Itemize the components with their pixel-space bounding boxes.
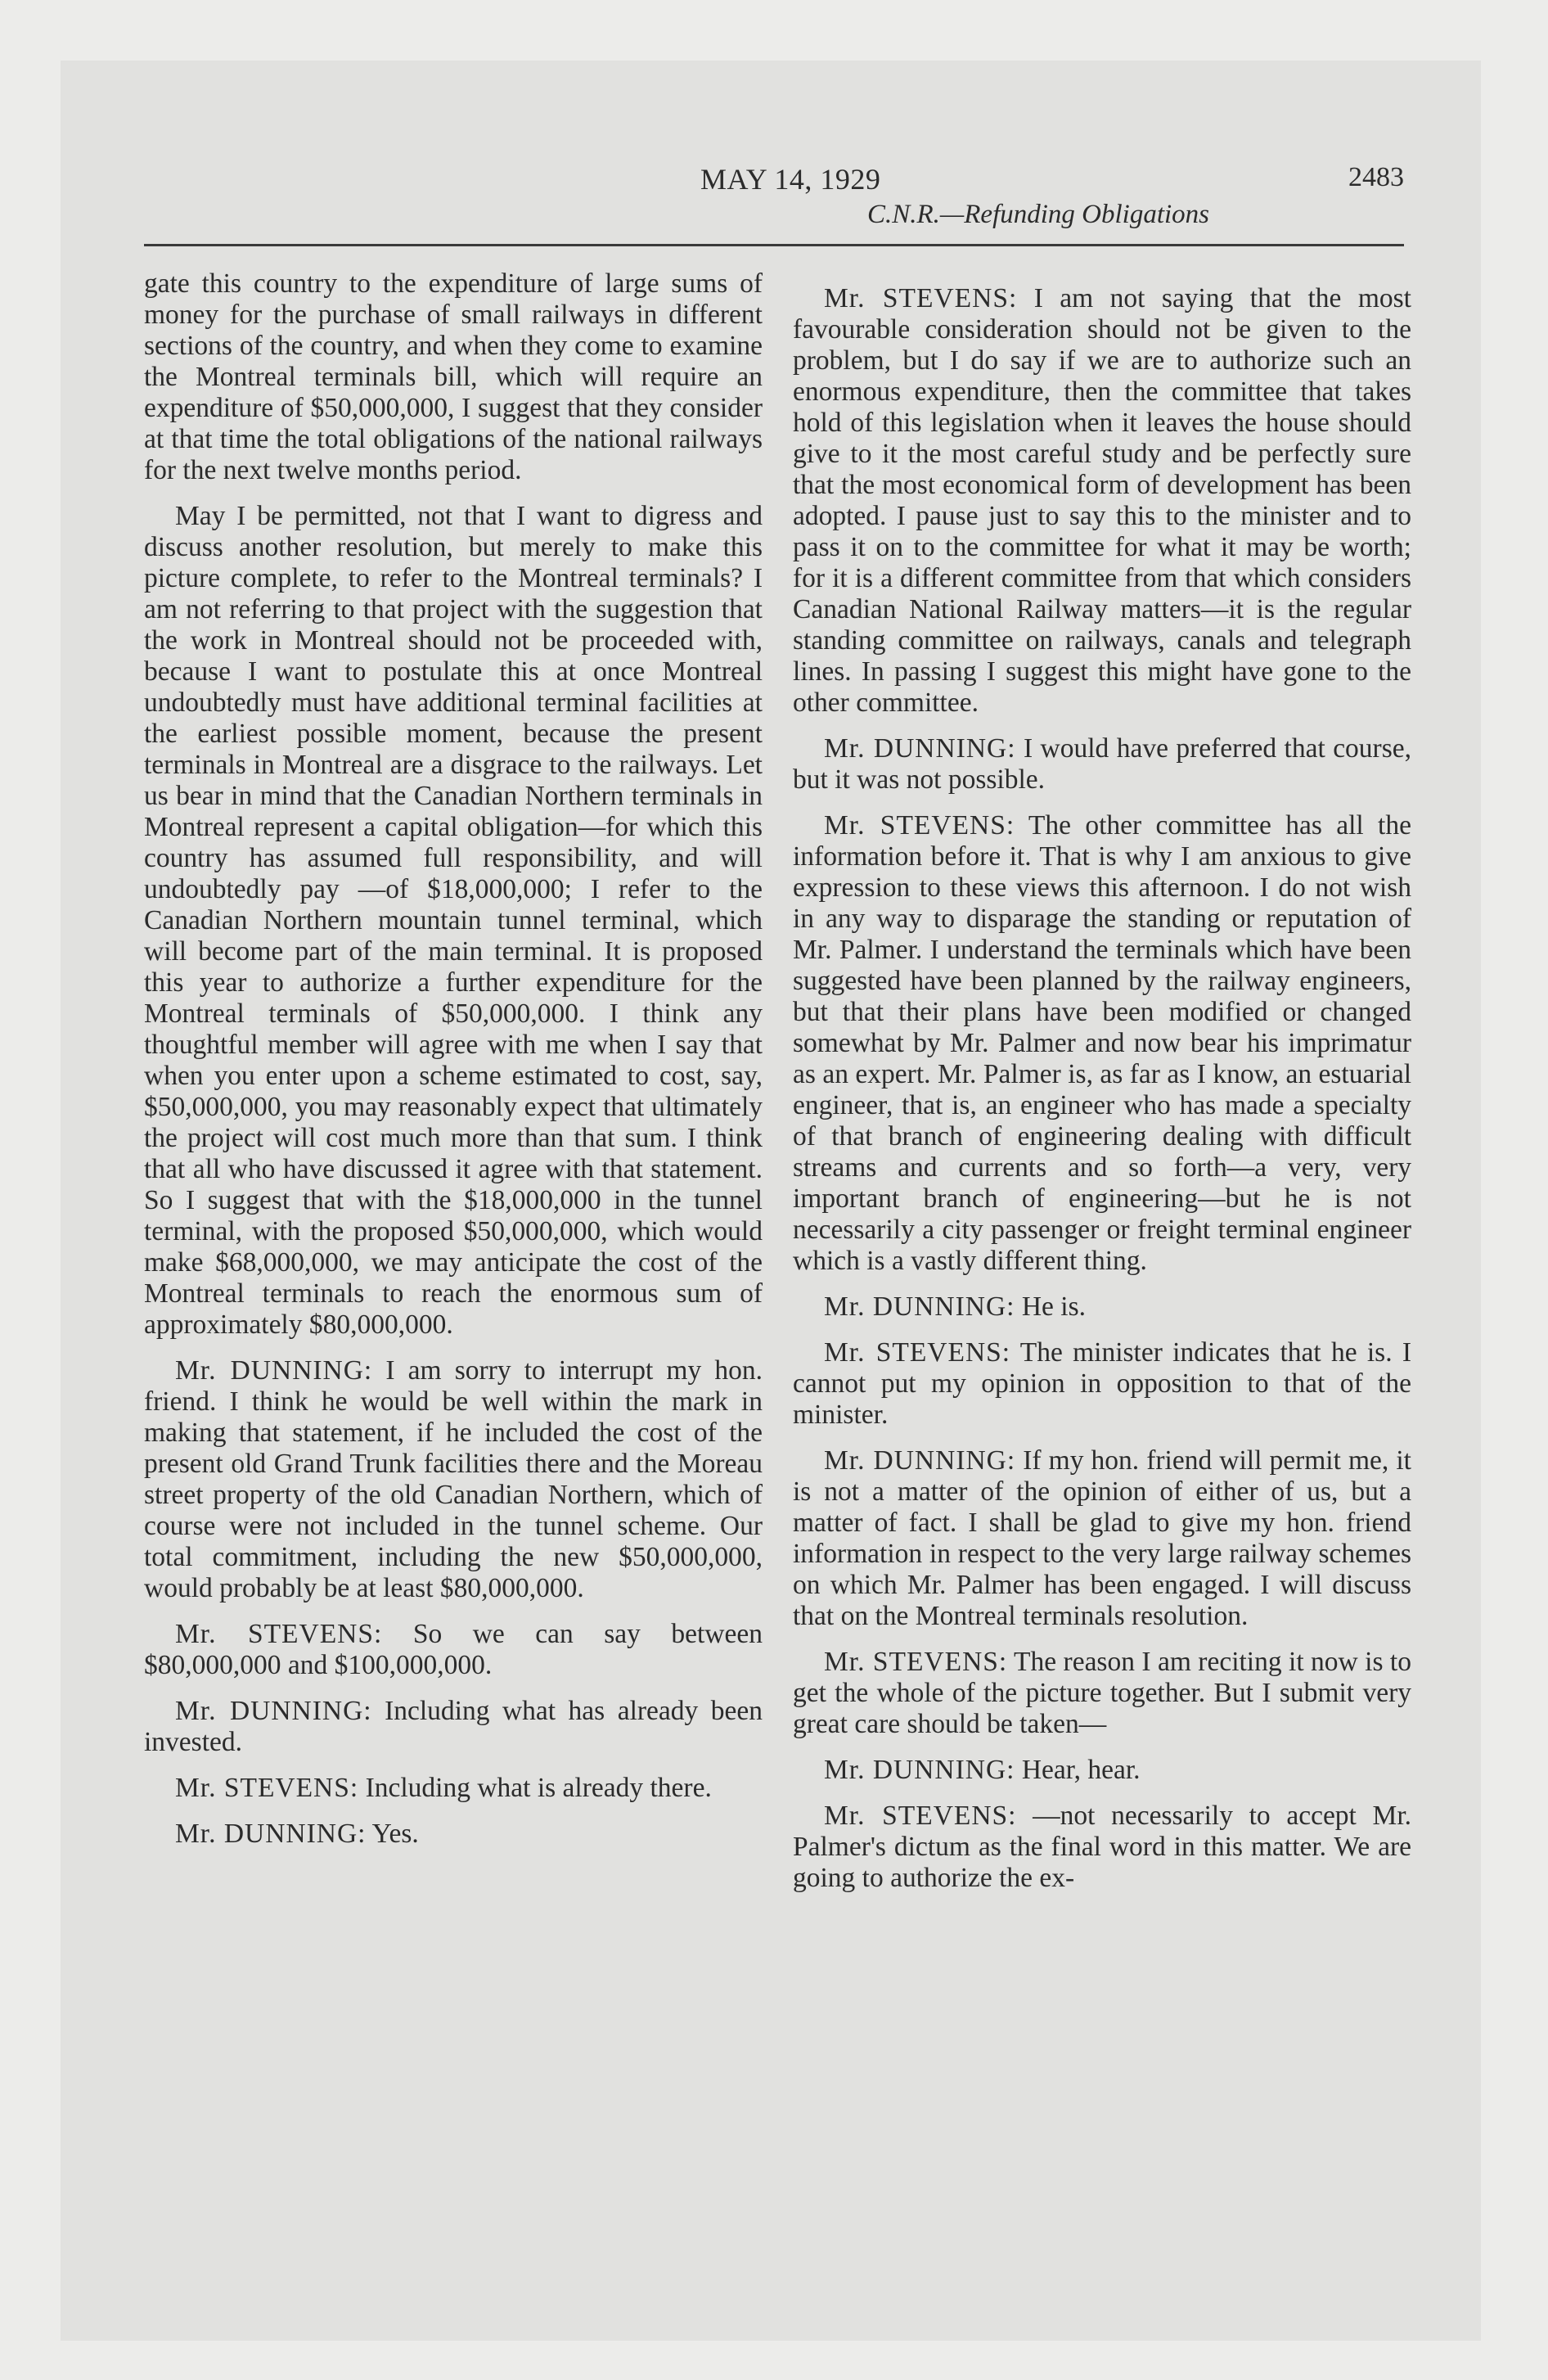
page-number: 2483 bbox=[1348, 162, 1404, 192]
left-column bbox=[144, 268, 763, 1850]
paragraph bbox=[793, 1647, 1411, 1740]
speech-text: So we can say between $80,000,000 and $100,000,000. bbox=[144, 1619, 763, 1680]
paragraph bbox=[793, 810, 1411, 1277]
paragraph bbox=[793, 1755, 1411, 1786]
speaker-name: Mr. DUNNING: bbox=[175, 1819, 367, 1849]
speech-text: gate this country to the expenditure of large sums of money for the purchase of small railways in different sections of the country, and when they come to examine the Montreal terminals bill, which will require an expenditure of $50,000,000, I suggest that they consider at that time the total obligations of the national railways for the next twelve months period. bbox=[144, 268, 763, 485]
speaker-name: Mr. DUNNING: bbox=[175, 1696, 372, 1726]
speaker-name: Mr. STEVENS: bbox=[824, 283, 1018, 313]
speech-text: Including what has already been invested. bbox=[144, 1696, 763, 1757]
speech-text: If my hon. friend will permit me, it is not a matter of the opinion of either of us, but a matter of fact. I shall be glad to give my hon. friend information in respect to the very large railway schemes on which Mr. Palmer has been engaged. I will discuss that on the Montreal terminals resolution. bbox=[793, 1445, 1411, 1631]
running-title: C.N.R.—Refunding Obligations bbox=[867, 200, 1210, 229]
speech-text: The reason I am reciting it now is to get the whole of the picture together. But I submit very great care should be taken— bbox=[793, 1647, 1411, 1739]
header-rule bbox=[144, 244, 1404, 246]
speech-text: I would have preferred that course, but it was not possible. bbox=[793, 733, 1411, 795]
speech-text: I am sorry to interrupt my hon. friend. I think he would be well within the mark in making that statement, if he included the cost of the present old Grand Trunk facilities there and the Moreau street property of the old Canadian Northern, which of course were not included in the tunnel scheme. Our total commitment, including the new $50,000,000, would probably be at least $80,000,000. bbox=[144, 1355, 763, 1603]
paragraph bbox=[144, 1819, 763, 1850]
paragraph bbox=[144, 1355, 763, 1604]
paragraph bbox=[793, 1337, 1411, 1431]
speech-text: The other committee has all the information before it. That is why I am anxious to give expression to these views this afternoon. I do not wish in any way to disparage the standing or reputation of Mr. Palmer. I understand the terminals which have been suggested have been planned by the railway engineers, but that their plans have been modified or changed somewhat by Mr. Palmer and now bear his imprimatur as an expert. Mr. Palmer is, as far as I know, an estuarial engineer, that is, an engineer who has made a specialty of that branch of engineering dealing with difficult streams and currents and so forth—a very, very important branch of engineering—but he is not necessarily a city passenger or freight terminal engineer which is a vastly different thing. bbox=[793, 810, 1411, 1276]
paragraph bbox=[793, 1801, 1411, 1894]
paragraph bbox=[144, 1619, 763, 1681]
speech-text: He is. bbox=[1021, 1291, 1086, 1322]
speech-text: I am not saying that the most favourable consideration should not be given to the problem, but I do say if we are to authorize such an enormous expenditure, then the committee that takes hold of this legislation when it leaves the house should give to it the most careful study and be perfectly sure that the most economical form of development has been adopted. I pause just to say this to the minister and to pass it on to the committee for what it may be worth; for it is a different committee from that which considers Canadian National Railway matters—it is the regular standing committee on railways, canals and telegraph lines. In passing I suggest this might have gone to the other committee. bbox=[793, 283, 1411, 718]
speaker-name: Mr. STEVENS: bbox=[824, 810, 1015, 841]
paragraph bbox=[793, 1445, 1411, 1632]
right-column bbox=[793, 268, 1411, 1894]
speaker-name: Mr. STEVENS: bbox=[824, 1337, 1011, 1368]
speech-text: Yes. bbox=[371, 1819, 419, 1849]
speech-text: Including what is already there. bbox=[365, 1773, 712, 1803]
speaker-name: Mr. DUNNING: bbox=[824, 1291, 1015, 1322]
speaker-name: Mr. STEVENS: bbox=[175, 1773, 359, 1803]
speaker-name: Mr. DUNNING: bbox=[824, 733, 1016, 764]
paragraph bbox=[144, 268, 763, 486]
paragraph bbox=[144, 1773, 763, 1804]
paragraph bbox=[793, 733, 1411, 796]
speaker-name: Mr. DUNNING: bbox=[824, 1755, 1015, 1785]
speech-text: May I be permitted, not that I want to digress and discuss another resolution, but merely to make this picture complete, to refer to the Montreal terminals? I am not referring to that project with the suggestion that the work in Montreal should not be proceeded with, because I want to postulate this at once Montreal undoubtedly must have additional terminal facilities at the earliest possible moment, because the present terminals in Montreal are a disgrace to the railways. Let us bear in mind that the Canadian Northern terminals in Montreal represent a capital obligation—for which this country has assumed full responsibility, and will undoubtedly pay —of $18,000,000; I refer to the Canadian Northern mountain tunnel terminal, which will become part of the main terminal. It is proposed this year to authorize a further expenditure for the Montreal terminals of $50,000,000. I think any thoughtful member will agree with me when I say that when you enter upon a scheme estimated to cost, say, $50,000,000, you may reasonably expect that ultimately the project will cost much more than that sum. I think that all who have discussed it agree with that statement. So I suggest that with the $18,000,000 in the tunnel terminal, with the proposed $50,000,000, which would make $68,000,000, we may anticipate the cost of the Montreal terminals to reach the enormous sum of approximately $80,000,000. bbox=[144, 501, 763, 1340]
speaker-name: Mr. STEVENS: bbox=[175, 1619, 383, 1649]
speech-text: The minister indicates that he is. I cannot put my opinion in opposition to that of the minister. bbox=[793, 1337, 1411, 1430]
speech-text: Hear, hear. bbox=[1021, 1755, 1141, 1785]
paragraph bbox=[793, 283, 1411, 719]
speech-text: —not necessarily to accept Mr. Palmer's dictum as the final word in this matter. We are going to authorize the ex- bbox=[793, 1801, 1411, 1893]
speaker-name: Mr. DUNNING: bbox=[175, 1355, 373, 1386]
hansard-page bbox=[144, 162, 1411, 2257]
speaker-name: Mr. STEVENS: bbox=[824, 1801, 1017, 1831]
page-header bbox=[144, 162, 1404, 244]
header-date: MAY 14, 1929 bbox=[700, 163, 881, 196]
speaker-name: Mr. DUNNING: bbox=[824, 1445, 1016, 1476]
paragraph bbox=[144, 1696, 763, 1758]
paragraph bbox=[144, 501, 763, 1341]
paragraph bbox=[793, 1291, 1411, 1323]
speaker-name: Mr. STEVENS: bbox=[824, 1647, 1008, 1677]
